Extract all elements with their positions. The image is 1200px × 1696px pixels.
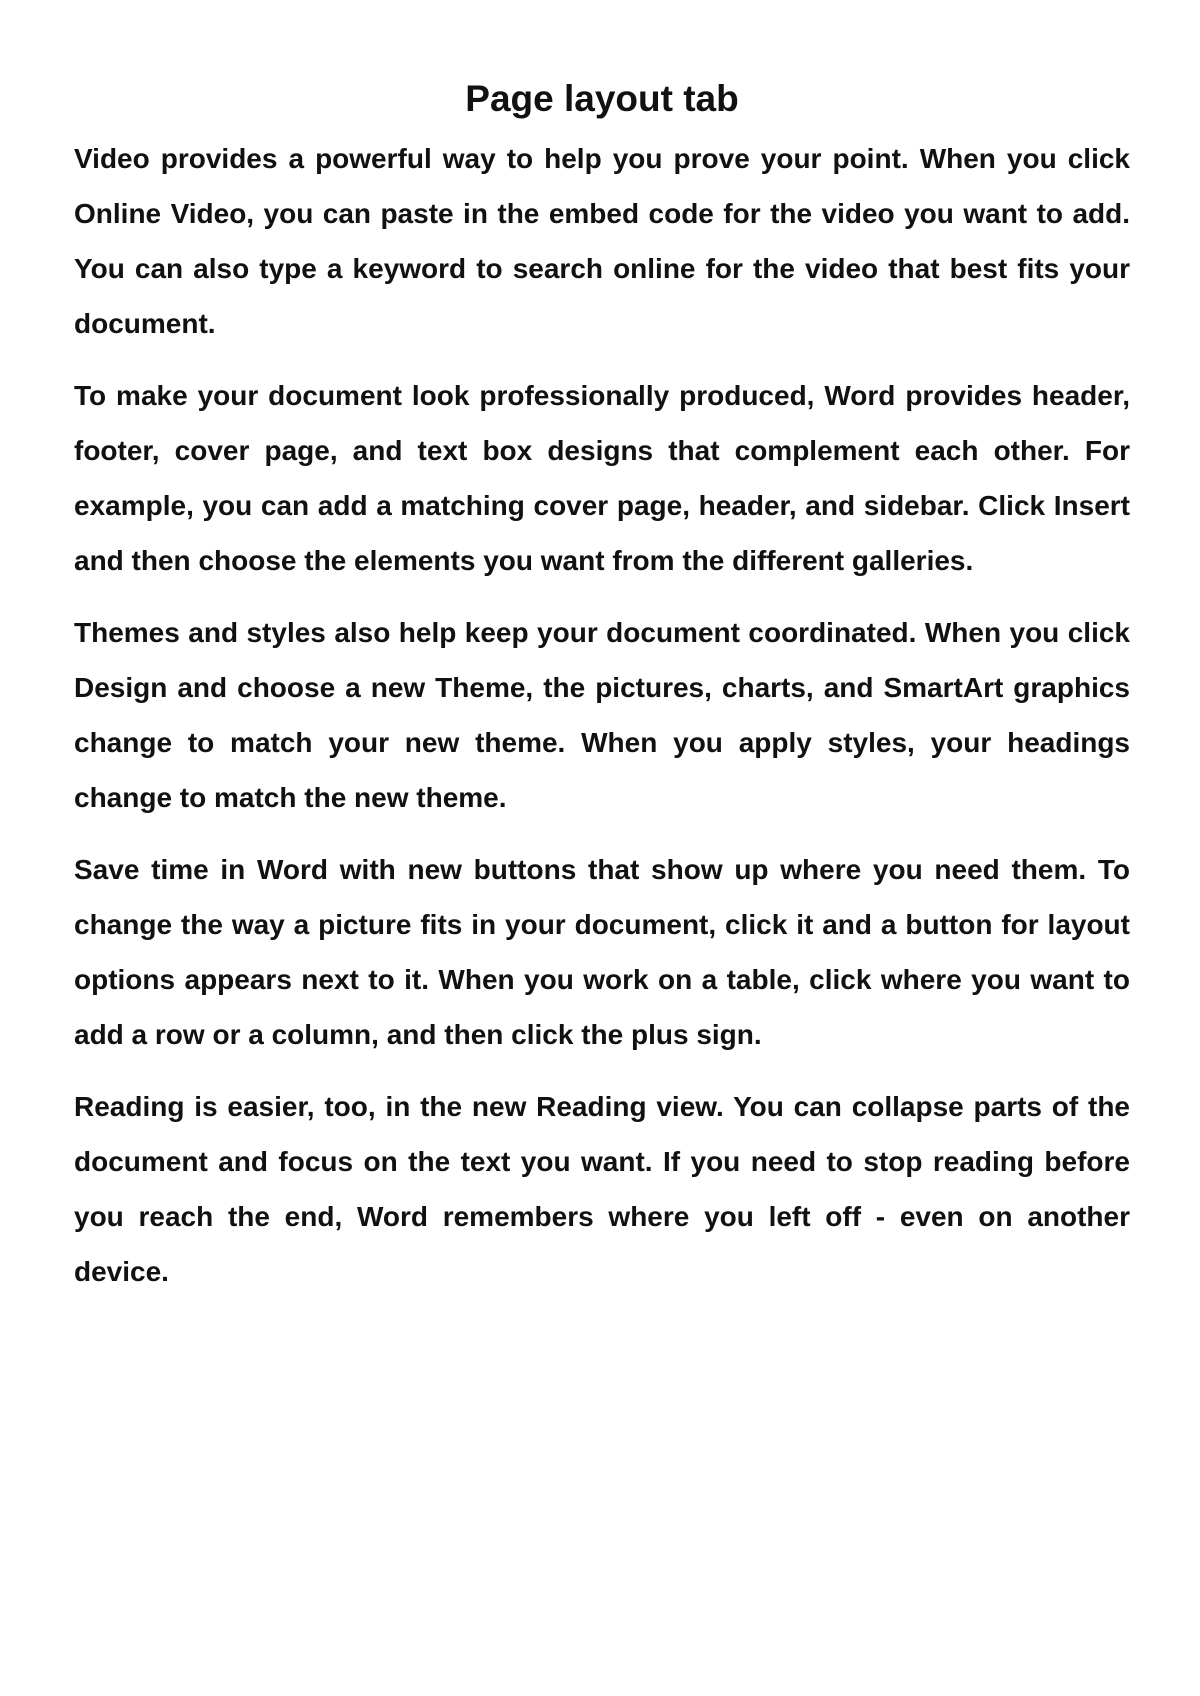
- document-body: [74, 75, 1130, 1316]
- document-title: Page layout tab: [465, 78, 739, 119]
- paragraph-save-time: Save time in Word with new buttons that show up where you need them. To change the way a picture fits in your document, click it and a button for layout options appears next to it. When you work on a table, click where you want to add a row or a column, and then click the plus sign.: [74, 854, 1130, 1050]
- paragraph-themes-styles: Themes and styles also help keep your document coordinated. When you click Design and choose a new Theme, the pictures, charts, and SmartArt graphics change to match your new theme. When you apply styles, your headings change to match the new theme.: [74, 617, 1130, 813]
- paragraph-video: Video provides a powerful way to help you prove your point. When you click Online Video, you can paste in the embed code for the video you want to add. You can also type a keyword to search online for the video that best fits your document.: [74, 143, 1130, 339]
- paragraph-professional-look: To make your document look professionally produced, Word provides header, footer, cover page, and text box designs that complement each other. For example, you can add a matching cover page, header, and sidebar. Click Insert and then choose the elements you want from the different galleries.: [74, 380, 1130, 576]
- paragraph-reading-view: Reading is easier, too, in the new Reading view. You can collapse parts of the document and focus on the text you want. If you need to stop reading before you reach the end, Word remembers where you left off - even on another device.: [74, 1091, 1130, 1287]
